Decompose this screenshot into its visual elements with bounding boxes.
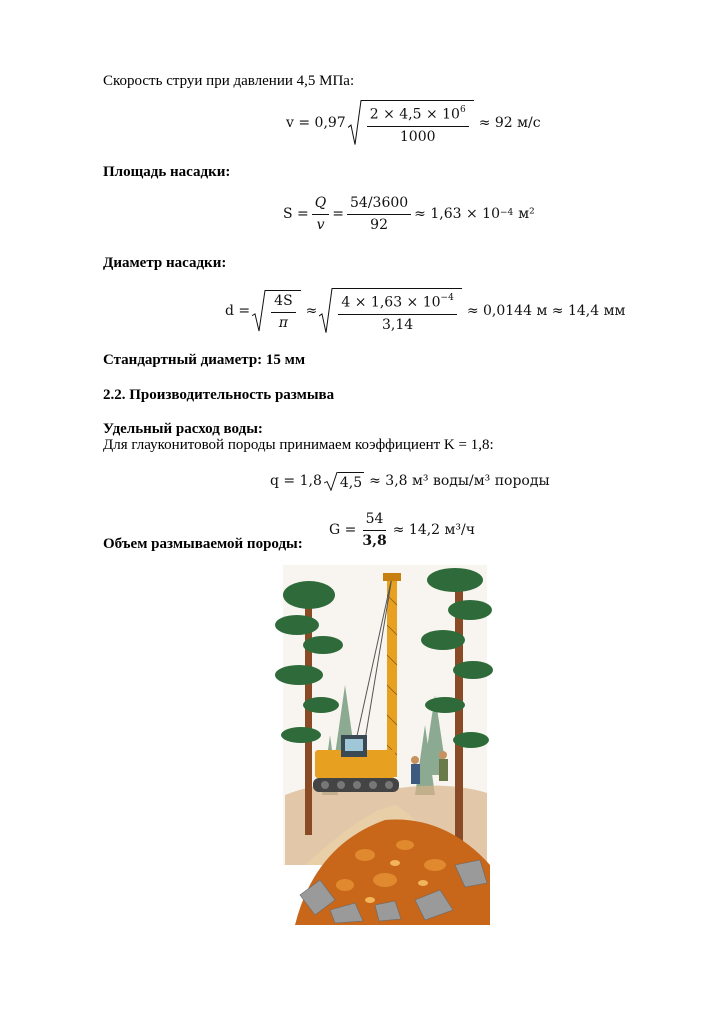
- velocity-denominator: 1000: [399, 128, 436, 145]
- nozzle-diameter-heading: Диаметр насадки:: [103, 255, 227, 271]
- velocity-result: ≈ 92 м/с: [478, 115, 541, 131]
- jet-speed-intro: Скорость струи при давлении 4,5 МПа:: [103, 73, 355, 89]
- velocity-numerator: 2 × 4,5 × 10: [369, 106, 460, 123]
- rock-volume-den: 3,8: [362, 532, 387, 549]
- area-lhs: S =: [283, 206, 309, 222]
- area-f1-num: Q: [314, 194, 327, 211]
- water-rate-result: ≈ 3,8 м³ воды/м³ породы: [369, 473, 550, 489]
- diameter-f1-num: 4S: [271, 293, 296, 313]
- rock-volume-lhs: G =: [329, 522, 357, 538]
- diameter-lhs: d =: [225, 303, 251, 319]
- area-formula: [283, 194, 535, 234]
- area-f2-num: 54/3600: [347, 195, 411, 215]
- water-consumption-heading: Удельный расход воды:: [103, 421, 263, 437]
- area-f1-den: v: [316, 216, 325, 233]
- standard-diameter: Стандартный диаметр: 15 мм: [103, 352, 306, 368]
- diameter-sqrt-1: [252, 290, 301, 332]
- diameter-result: ≈ 0,0144 м ≈ 14,4 мм: [466, 303, 626, 319]
- velocity-sqrt: [348, 100, 474, 146]
- water-rate-sqrt: [324, 472, 364, 491]
- area-eq: =: [332, 206, 344, 222]
- water-rate-lhs: q = 1,8: [270, 473, 322, 489]
- area-result: ≈ 1,63 × 10: [414, 206, 500, 222]
- glauconite-note: Для глауконитовой породы принимаем коэффициент K = 1,8:: [103, 437, 494, 453]
- excavator-illustration: [275, 565, 495, 925]
- velocity-exponent: 6: [459, 105, 466, 116]
- diameter-approx: ≈: [305, 303, 318, 319]
- rock-volume-formula: [329, 510, 475, 550]
- diameter-f2-exp: −4: [440, 293, 454, 304]
- rock-volume-heading: Объем размываемой породы:: [103, 536, 303, 552]
- water-rate-formula: [270, 469, 550, 493]
- velocity-lhs: v = 0,97: [286, 115, 346, 131]
- area-result-exp: −4: [499, 208, 514, 218]
- nozzle-area-heading: Площадь насадки:: [103, 164, 231, 180]
- diameter-sqrt-2: [319, 288, 461, 334]
- area-unit: м²: [518, 206, 535, 222]
- area-f2-den: 92: [370, 216, 388, 233]
- diameter-f2-num: 4 × 1,63 × 10: [341, 294, 441, 311]
- water-rate-radicand: 4,5: [338, 472, 364, 491]
- diameter-f2-den: 3,14: [382, 316, 414, 333]
- section-heading: 2.2. Производительность размыва: [103, 387, 335, 403]
- rock-volume-num: 54: [363, 511, 387, 531]
- rock-volume-result: ≈ 14,2 м³/ч: [392, 522, 476, 538]
- diameter-formula: [225, 289, 625, 333]
- diameter-f1-den: π: [278, 315, 288, 331]
- velocity-formula: [286, 103, 541, 143]
